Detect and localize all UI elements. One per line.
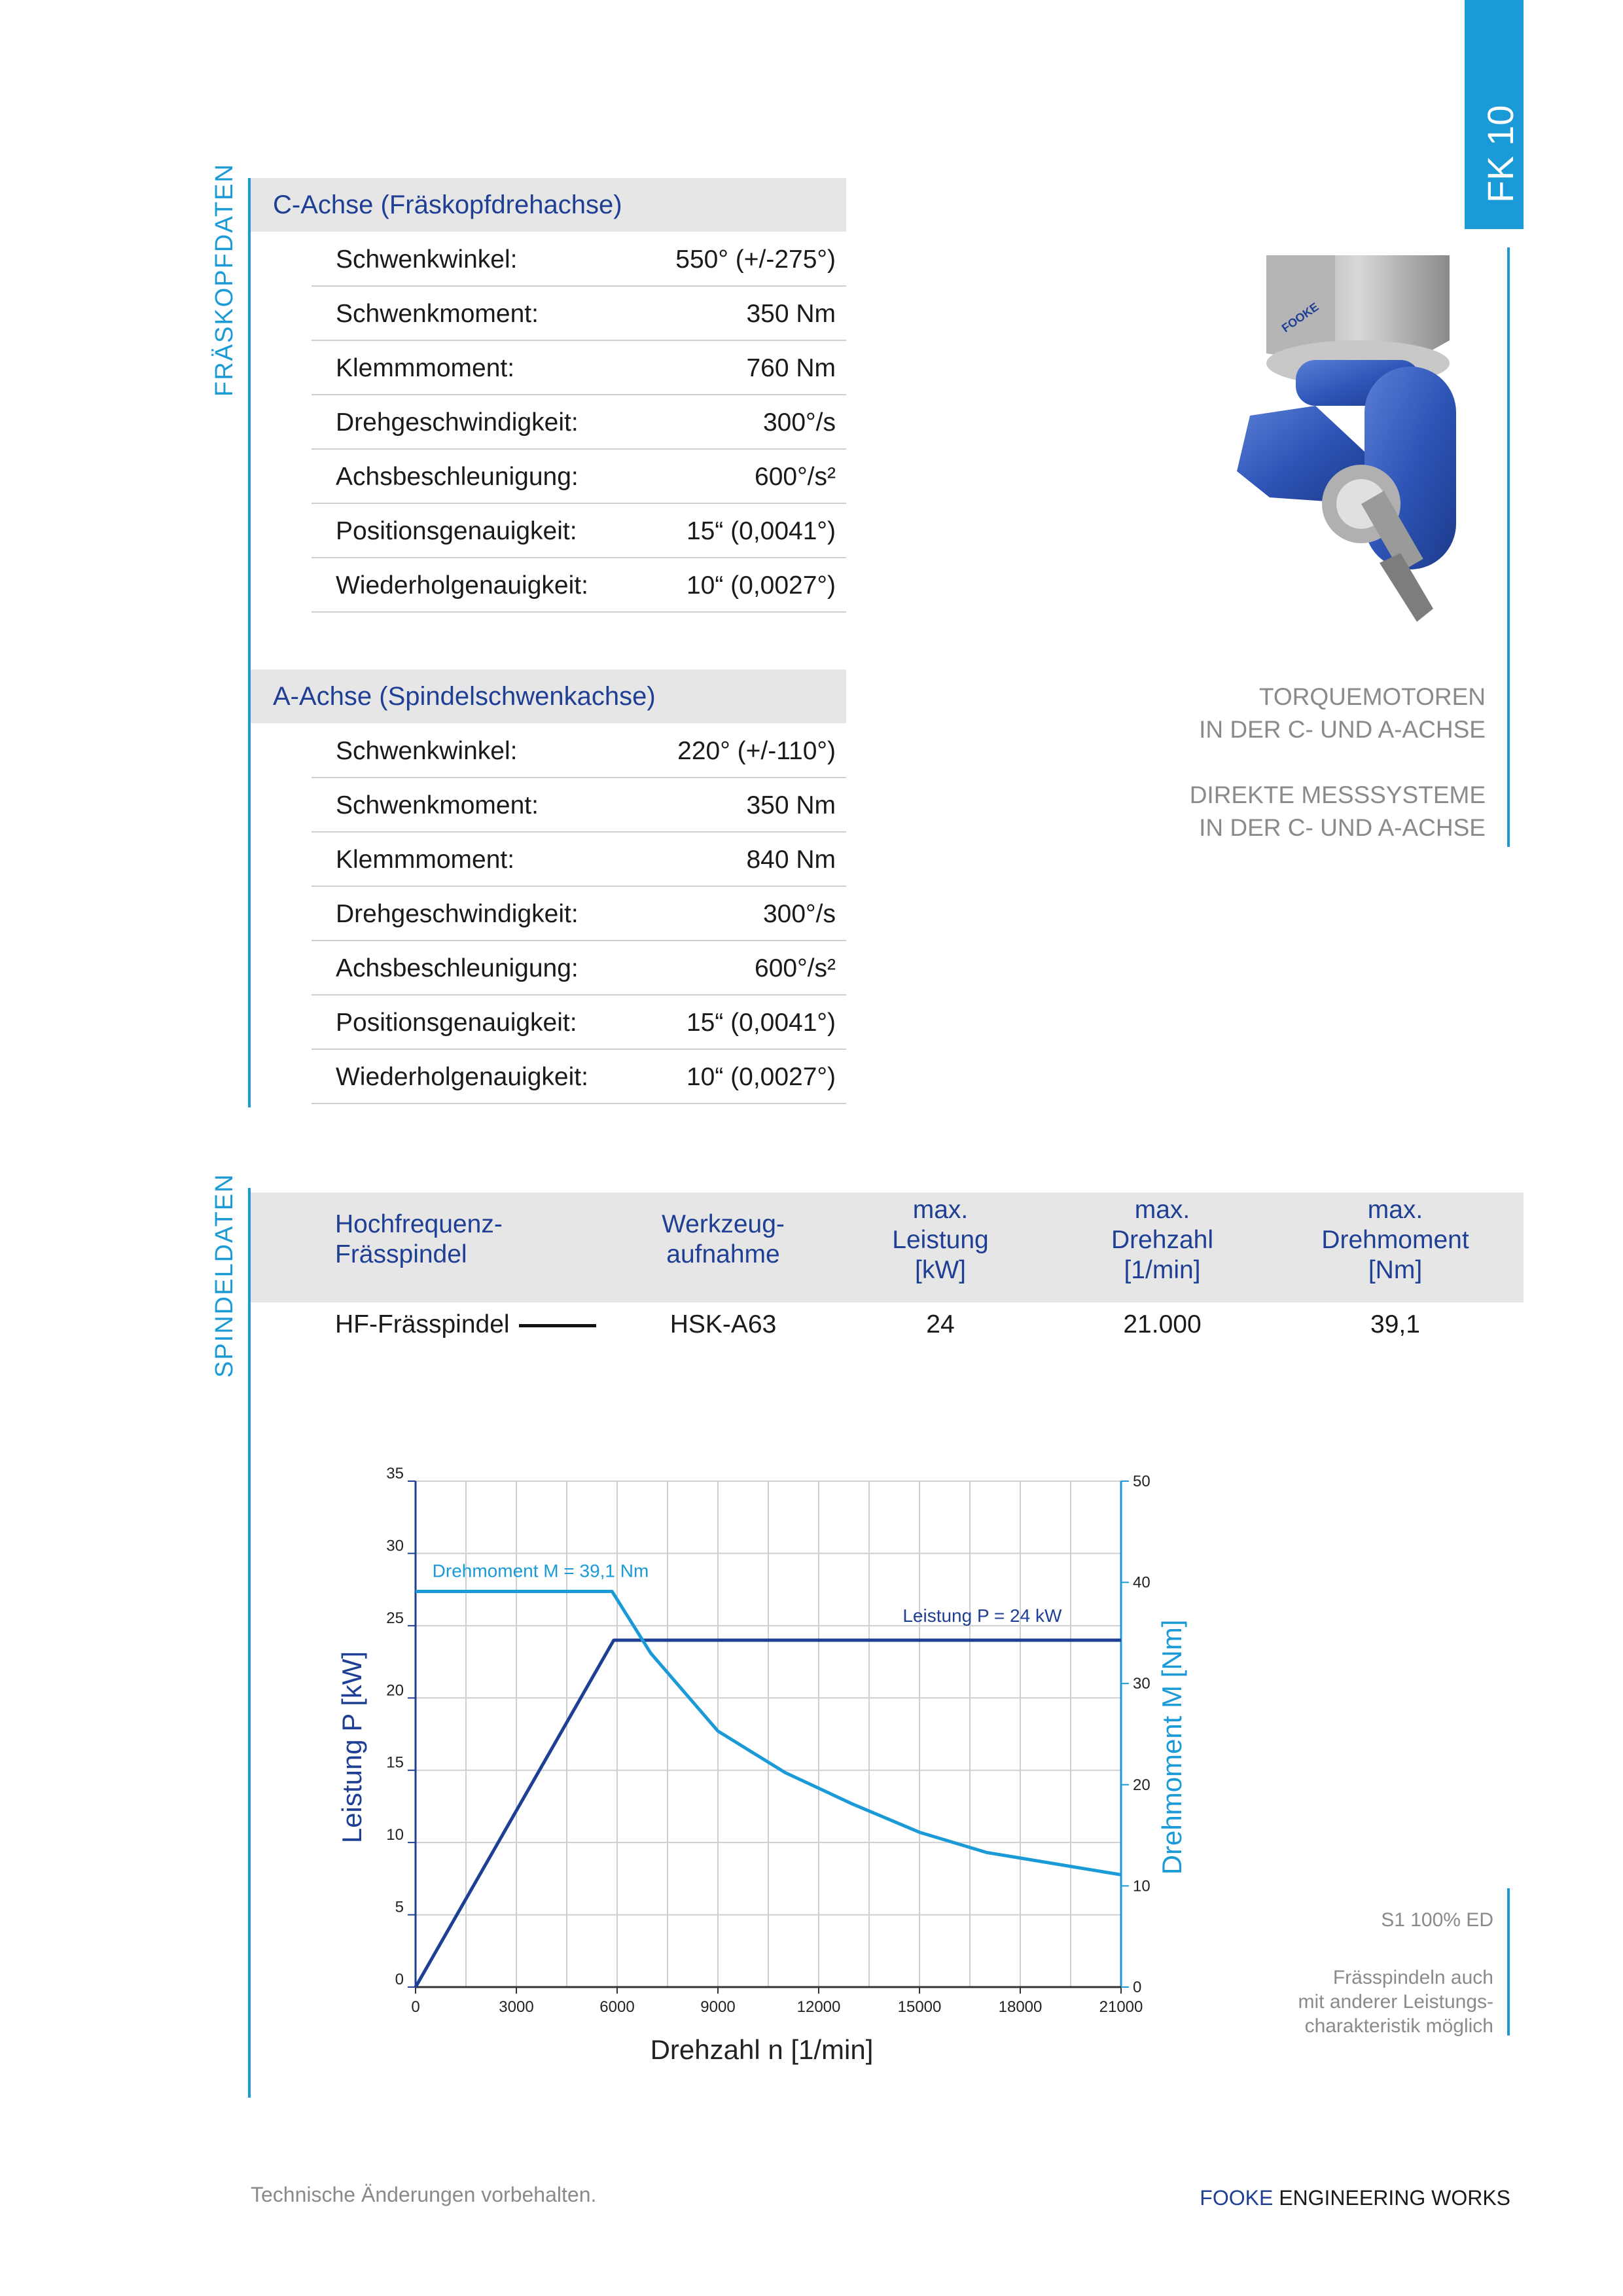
product-tab bbox=[1465, 0, 1524, 229]
spec-label: Wiederholgenauigkeit: bbox=[336, 1063, 588, 1091]
spec-value: 350 Nm bbox=[746, 300, 836, 328]
spec-row bbox=[312, 996, 846, 1050]
section-label-fraeskopf: FRÄSKOPFDATEN bbox=[211, 163, 238, 397]
section-divider-fraeskopf bbox=[248, 178, 251, 1107]
spec-label: Schwenkmoment: bbox=[336, 791, 539, 819]
notes-divider bbox=[1507, 1888, 1510, 2036]
y-left-tick-label: 10 bbox=[386, 1826, 404, 1844]
image-brand-text: FOOKE bbox=[1279, 300, 1321, 335]
x-tick-label: 12000 bbox=[796, 1998, 841, 2016]
spec-row bbox=[312, 558, 846, 613]
spec-value: 10“ (0,0027°) bbox=[686, 571, 836, 600]
y-right-tick-label: 50 bbox=[1133, 1473, 1150, 1490]
footer-brand-name: FOOKE bbox=[1200, 2186, 1274, 2210]
spec-row bbox=[312, 833, 846, 887]
feature-line-3: DIREKTE MESSSYSTEME bbox=[1189, 781, 1486, 808]
spec-value: 760 Nm bbox=[746, 354, 836, 382]
spec-row bbox=[312, 232, 846, 287]
header-power: max. Leistung [kW] bbox=[892, 1196, 989, 1284]
y-left-tick-label: 35 bbox=[386, 1465, 404, 1482]
series-label-power: Leistung P = 24 kW bbox=[902, 1605, 1062, 1626]
milling-head-image bbox=[1230, 255, 1486, 635]
spec-value: 220° (+/-110°) bbox=[677, 737, 836, 765]
spec-value: 600°/s² bbox=[755, 954, 836, 982]
duty-note: S1 100% ED bbox=[1381, 1909, 1493, 1931]
spec-value: 550° (+/-275°) bbox=[675, 245, 836, 274]
y-left-tick-label: 20 bbox=[386, 1681, 404, 1700]
spec-value: 15“ (0,0041°) bbox=[686, 517, 836, 545]
spec-value: 300°/s bbox=[762, 900, 836, 928]
spec-row bbox=[312, 941, 846, 996]
y-right-tick-label: 0 bbox=[1133, 1979, 1142, 1996]
cell-power: 24 bbox=[926, 1310, 955, 1338]
spec-label: Positionsgenauigkeit: bbox=[336, 1009, 577, 1037]
header-holder: Werkzeug- aufnahme bbox=[662, 1210, 785, 1268]
y-axis-right-label: Drehmoment M [Nm] bbox=[1156, 1619, 1187, 1875]
y-left-tick-label: 5 bbox=[395, 1898, 404, 1916]
spec-value: 15“ (0,0041°) bbox=[686, 1009, 836, 1037]
x-tick-label: 21000 bbox=[1099, 1998, 1143, 2016]
performance-chart bbox=[314, 1460, 1191, 2088]
y-left-tick-label: 30 bbox=[386, 1537, 404, 1555]
section-label-spindel: SPINDELDATEN bbox=[211, 1173, 238, 1378]
spec-row bbox=[312, 504, 846, 558]
spec-value: 10“ (0,0027°) bbox=[686, 1063, 836, 1091]
y-right-tick-label: 30 bbox=[1133, 1675, 1150, 1693]
x-tick-label: 15000 bbox=[897, 1998, 942, 2016]
cell-holder: HSK-A63 bbox=[669, 1310, 777, 1338]
a-axis-title: A-Achse (Spindelschwenkachse) bbox=[251, 670, 846, 723]
feature-line-1: TORQUEMOTOREN bbox=[1258, 683, 1486, 710]
extra-note: Frässpindeln auch mit anderer Leistungs- charakteristik möglich bbox=[1298, 1967, 1493, 2037]
spec-row bbox=[312, 778, 846, 833]
spec-value: 350 Nm bbox=[746, 791, 836, 819]
section-divider-spindel bbox=[248, 1188, 251, 2098]
c-axis-title: C-Achse (Fräskopfdrehachse) bbox=[251, 178, 846, 232]
x-tick-label: 18000 bbox=[998, 1998, 1043, 2016]
spec-row bbox=[312, 287, 846, 341]
spec-value: 600°/s² bbox=[755, 463, 836, 491]
x-tick-label: 9000 bbox=[700, 1998, 736, 2016]
y-right-tick-label: 40 bbox=[1133, 1573, 1150, 1592]
spec-value: 300°/s bbox=[762, 408, 836, 437]
feature-text bbox=[1190, 681, 1486, 844]
footer-brand-rest: ENGINEERING WORKS bbox=[1273, 2186, 1510, 2210]
x-tick-label: 3000 bbox=[499, 1998, 534, 2016]
feature-divider bbox=[1507, 247, 1510, 847]
feature-line-4: IN DER C- UND A-ACHSE bbox=[1199, 814, 1486, 841]
product-tab-label: FK 10 bbox=[1480, 105, 1521, 203]
legend-line bbox=[519, 1324, 596, 1327]
header-spindle: Hochfrequenz- Frässpindel bbox=[335, 1210, 503, 1268]
spec-label: Schwenkwinkel: bbox=[336, 245, 518, 274]
header-torque: max. Drehmoment [Nm] bbox=[1321, 1196, 1469, 1284]
spec-row bbox=[312, 341, 846, 395]
y-axis-left-label: Leistung P [kW] bbox=[336, 1651, 367, 1844]
series-label-torque: Drehmoment M = 39,1 Nm bbox=[432, 1560, 649, 1581]
spec-label: Positionsgenauigkeit: bbox=[336, 517, 577, 545]
spec-row bbox=[312, 887, 846, 941]
spec-label: Schwenkwinkel: bbox=[336, 737, 518, 765]
spec-label: Achsbeschleunigung: bbox=[336, 463, 579, 491]
spec-label: Wiederholgenauigkeit: bbox=[336, 571, 588, 600]
spec-label: Drehgeschwindigkeit: bbox=[336, 900, 579, 928]
spec-label: Drehgeschwindigkeit: bbox=[336, 408, 579, 437]
footer-brand bbox=[1200, 2186, 1510, 2210]
x-tick-label: 6000 bbox=[599, 1998, 635, 2016]
spec-label: Achsbeschleunigung: bbox=[336, 954, 579, 982]
spec-row bbox=[312, 395, 846, 450]
spec-label: Schwenkmoment: bbox=[336, 300, 539, 328]
y-right-tick-label: 20 bbox=[1133, 1776, 1150, 1794]
cell-speed: 21.000 bbox=[1123, 1310, 1202, 1338]
footer-disclaimer: Technische Änderungen vorbehalten. bbox=[251, 2183, 597, 2206]
y-left-tick-label: 0 bbox=[395, 1971, 404, 1988]
y-right-tick-label: 10 bbox=[1133, 1877, 1150, 1895]
x-tick-label: 0 bbox=[411, 1998, 420, 2016]
spec-row bbox=[312, 1050, 846, 1104]
x-axis-label: Drehzahl n [1/min] bbox=[650, 2034, 874, 2065]
feature-line-2: IN DER C- UND A-ACHSE bbox=[1199, 716, 1486, 743]
cell-torque: 39,1 bbox=[1370, 1310, 1420, 1338]
header-speed: max. Drehzahl [1/min] bbox=[1111, 1196, 1214, 1284]
spec-label: Klemmmoment: bbox=[336, 354, 515, 382]
spec-row bbox=[312, 450, 846, 504]
spec-row bbox=[312, 724, 846, 778]
y-left-tick-label: 15 bbox=[386, 1753, 404, 1772]
cell-spindle-name: HF-Frässpindel bbox=[335, 1310, 510, 1338]
spec-label: Klemmmoment: bbox=[336, 846, 515, 874]
y-left-tick-label: 25 bbox=[386, 1609, 404, 1627]
spec-value: 840 Nm bbox=[746, 846, 836, 874]
